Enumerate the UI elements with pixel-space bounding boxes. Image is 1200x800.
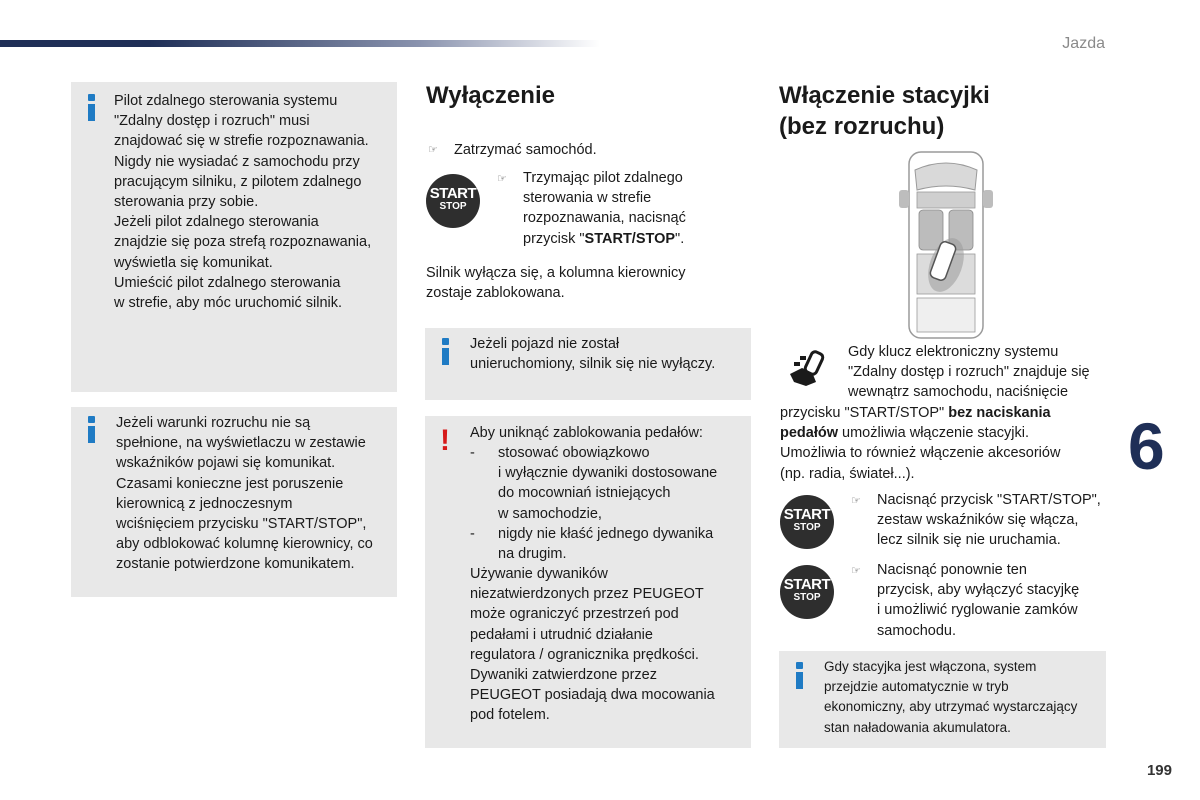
section-heading-switch-off: Wyłączenie xyxy=(426,82,555,109)
info-icon xyxy=(442,338,450,365)
start-stop-button-icon: START STOP xyxy=(426,174,480,228)
start-stop-button-icon: START STOP xyxy=(780,495,834,549)
warning-icon: ! xyxy=(440,424,450,457)
warning-item-1: stosować obowiązkowo i wyłącznie dywaniki dostosowane do mocowniań istniejących w samochodzie, xyxy=(498,445,718,522)
dash-marker: - xyxy=(470,526,475,542)
car-top-view-icon xyxy=(895,150,997,340)
bullet-icon: ☞ xyxy=(497,173,507,185)
step-ignition-off: Nacisnąć ponownie ten przycisk, aby wyłączyć stacyjkę i umożliwić ryglowanie zamków samochodu. xyxy=(877,562,1080,639)
bullet-icon: ☞ xyxy=(428,144,438,156)
info-text-not-immobilised: Jeżeli pojazd nie został unieruchomiony, silnik się nie wyłączy. xyxy=(470,336,716,373)
info-text-start-conditions: Jeżeli warunki rozruchu nie są spełnione, na wyświetlaczu w zestawie wskaźników pojawi się komunikat. Czasami konieczne jest poruszenie kierownicą z jednoczesnym wciśnięciem przycisku "START/STOP", aby odblokować kolumnę kierownicy, co zostanie potwierdzone komunikatem. xyxy=(116,415,373,573)
dash-marker: - xyxy=(470,445,475,461)
info-icon xyxy=(796,662,804,689)
hand-key-icon xyxy=(786,346,832,390)
warning-item-2: nigdy nie kłaść jednego dywanika na drugim. xyxy=(498,526,714,563)
bullet-icon: ☞ xyxy=(851,495,861,507)
info-icon xyxy=(88,416,96,443)
page-number: 199 xyxy=(1146,762,1172,779)
chapter-number: 6 xyxy=(1128,409,1165,483)
key-description-continued: przycisku "START/STOP" bez naciskania pedałów umożliwia włączenie stacyjki. Umożliwia to również włączenie akcesoriów (np. radia, świateł...). xyxy=(780,405,1061,482)
info-text-remote: Pilot zdalnego sterowania systemu "Zdalny dostęp i rozruch" musi znajdować się w strefie rozpoznawania. Nigdy nie wysiadać z samochodu przy pracującym silniku, z pilotem zdalnego sterowania przy sobie. Jeżeli pilot zdalnego sterowania znajdzie się poza strefą rozpoznawania, wyświetla się komunikat. Umieścić pilot zdalnego sterowania w strefie, aby móc uruchomić silnik. xyxy=(114,93,372,312)
step-press-button: Trzymając pilot zdalnego sterowania w strefie rozpoznawania, nacisnąć przycisk "START/STOP". xyxy=(523,170,686,247)
section-heading-ignition-on: Włączenie stacyjki (bez rozruchu) xyxy=(779,82,990,140)
header-bar xyxy=(0,40,600,47)
warning-outro: Używanie dywaników niezatwierdzonych przez PEUGEOT może ograniczyć przestrzeń pod pedałami i utrudnić działanie regulatora / ogranicznika prędkości. Dywaniki zatwierdzone przez PEUGEOT posiadają dwa mocowania pod fotelem. xyxy=(470,566,715,724)
info-text-economy: Gdy stacyjka jest włączona, system przejdzie automatycznie w tryb ekonomiczny, aby utrzymać wystarczający stan naładowania akumulatora. xyxy=(824,659,1078,735)
step-ignition-on: Nacisnąć przycisk "START/STOP", zestaw wskaźników się włącza, lecz silnik się nie uruchamia. xyxy=(877,492,1101,549)
step-stop-car: Zatrzymać samochód. xyxy=(454,142,597,158)
start-stop-button-icon: START STOP xyxy=(780,565,834,619)
warning-intro: Aby uniknąć zablokowania pedałów: xyxy=(470,425,703,441)
key-description: Gdy klucz elektroniczny systemu "Zdalny dostęp i rozruch" znajduje się wewnątrz samochodu, naciśnięcie xyxy=(848,344,1090,401)
bullet-icon: ☞ xyxy=(851,565,861,577)
result-text: Silnik wyłącza się, a kolumna kierownicy zostaje zablokowana. xyxy=(426,265,686,302)
info-icon xyxy=(88,94,96,121)
section-title: Jazda xyxy=(1062,35,1105,52)
